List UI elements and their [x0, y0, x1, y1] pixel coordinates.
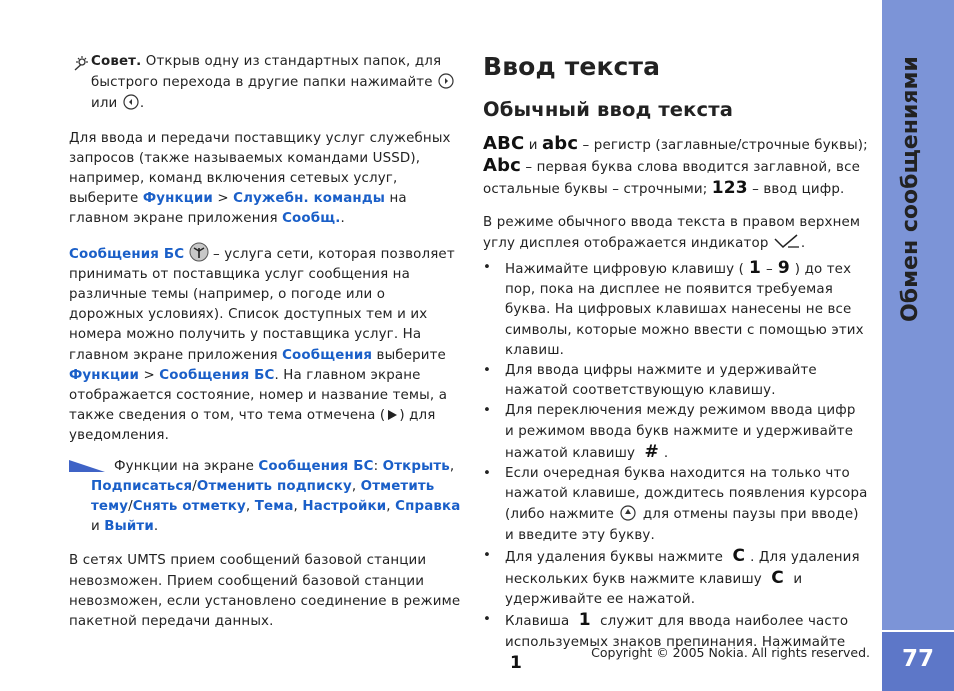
unsubscribe-option: Отменить подписку [196, 478, 352, 494]
bullet-text: Для удаления буквы нажмите [505, 549, 728, 565]
cb-text-2: выберите [372, 347, 446, 363]
ussd-paragraph [69, 129, 461, 230]
cb-sep: > [139, 367, 160, 383]
bullet-text: Нажимайте цифровую клавишу ( [505, 262, 744, 278]
section-heading: Ввод текста [483, 52, 661, 81]
comma: , [351, 478, 361, 494]
mode-title-case: Abc [483, 155, 521, 177]
ussd-text-3: . [340, 211, 345, 227]
tip-text-2: или [91, 96, 122, 112]
chapter-title: Обмен сообщениями [898, 56, 923, 322]
and-text: и [91, 519, 105, 535]
mode-numeric: 123 [711, 178, 748, 199]
comma: , [386, 499, 396, 515]
ussd-text-2: на главном экране приложения [69, 191, 407, 227]
tip-label: Совет. [91, 54, 142, 69]
tip-paragraph [69, 52, 461, 115]
list-item [483, 401, 868, 464]
comma: , [449, 458, 455, 474]
bullet-text: служит для ввода наиболее часто используемых знаков препинания. Нажимайте [505, 614, 849, 650]
mode-upper: ABC [483, 133, 525, 154]
note-paragraph [69, 457, 461, 538]
cb-text-3: . На главном экране отображается состояние, номер и название темы, а также сведения о том, что тема отмечена ( [69, 367, 448, 424]
list-item [483, 464, 868, 546]
umts-paragraph: В сетях UMTS прием сообщений базовой станции невозможен. Прием сообщений базовой станции невозможен, если установлено соединение в режиме пакетной передачи данных. [69, 553, 461, 630]
mark-topic-option: Отметить тему [91, 478, 435, 515]
cell-broadcast-title: Сообщения БС [69, 246, 185, 262]
open-option: Открыть [382, 458, 450, 474]
page-number-box [882, 630, 954, 691]
service-commands-link: Служебн. команды [233, 191, 386, 207]
bullet-text: ) до тех пор, пока на дисплее не появится требуемая буква. На цифровых клавишах нанесены не все символы, которые можно ввести с помощью этих клавиш. [505, 262, 864, 358]
key-9: 9 [777, 258, 790, 279]
dash: – [765, 262, 773, 278]
indicator-paragraph [483, 213, 868, 254]
bullet-text: Если очередная буква находится на только что нажатой клавише, дождитесь появления курсора (либо нажмите [505, 466, 868, 523]
note-text: Функции на экране [114, 458, 259, 474]
bullet-text: Для переключения между режимом ввода цифр и режимом ввода букв нажмите и удерживайте нажатой клавишу [505, 403, 856, 461]
tip-icon [71, 55, 91, 71]
topic-option: Тема [254, 499, 294, 515]
help-option: Справка [395, 499, 461, 515]
comma: , [245, 499, 255, 515]
input-modes-paragraph [483, 134, 868, 201]
key-clear: C [771, 568, 784, 589]
comma: , [293, 499, 303, 515]
ussd-text-1: Для ввода и передачи поставщику услуг служебных запросов (также называемых командами USSD), например, команд включения сетевых услуг, выберите [69, 130, 451, 207]
exit-option: Выйти [104, 519, 154, 535]
page-number: 77 [901, 646, 934, 672]
mode-lower: abc [541, 133, 579, 154]
cb-text-4: ) для уведомления. [69, 408, 436, 444]
key-clear: C [732, 545, 746, 566]
indicator-end: . [800, 235, 806, 251]
bullet-text: . Для удаления нескольких букв нажмите клавишу [505, 549, 860, 588]
cell-broadcast-link: Сообщения БС [159, 367, 275, 383]
copyright-text: Copyright © 2005 Nokia. All rights reserved. [591, 645, 870, 660]
key-1: 1 [748, 258, 761, 279]
bullet-text: для отмены паузы при вводе) и введите эту букву. [505, 507, 859, 543]
unmark-option: Снять отметку [132, 499, 246, 515]
note-pointer-icon [69, 460, 105, 472]
cell-broadcast-paragraph [69, 242, 461, 447]
slash: / [128, 499, 133, 515]
tip-text-1: Открыв одну из стандартных папок, для быстрого перехода в другие папки нажимайте [91, 54, 442, 91]
list-item [483, 546, 868, 611]
modes-text-3: – ввод цифр. [747, 182, 845, 198]
subsection-heading: Обычный ввод текста [483, 98, 734, 121]
modes-text-1: – регистр (заглавные/строчные буквы); [578, 138, 868, 153]
instructions-list [483, 258, 868, 675]
tip-text-3: . [139, 96, 145, 112]
and-text: и [524, 138, 542, 153]
right-column [483, 52, 868, 675]
list-item [483, 258, 868, 361]
list-item [483, 361, 868, 401]
list-item [483, 610, 868, 675]
key-1: 1 [510, 652, 522, 673]
bullet-text: и удерживайте ее нажатой. [505, 572, 803, 608]
cb-text-1: – услуга сети, которая позволяет принимать от поставщика услуг сообщения на различные темы (например, о погоде или о дорожных условиях). Список доступных тем и их номера можно получить у поставщика услуг. На главном экране приложения [69, 246, 455, 363]
pen-indicator-icon [773, 233, 801, 251]
functions-link: Функции [69, 367, 140, 383]
key-hash: # [644, 441, 659, 462]
modes-text-2: – первая буква слова вводится заглавной, все остальные буквы – строчными; [483, 160, 860, 198]
ussd-sep: > [212, 191, 234, 207]
joystick-right-icon [437, 72, 455, 90]
messages-link: Сообщения [282, 347, 373, 363]
slash: / [192, 478, 197, 494]
bullet-text: Клавиша [505, 614, 574, 630]
period: . [153, 519, 159, 535]
subscribe-option: Подписаться [91, 478, 193, 494]
left-column [69, 52, 461, 632]
indicator-text: В режиме обычного ввода текста в правом верхнем углу дисплея отображается индикатор [483, 214, 861, 251]
functions-menu-link: Функции [142, 191, 213, 207]
bullet-text: . [663, 445, 669, 461]
key-1: 1 [578, 610, 591, 631]
marked-topic-icon [385, 407, 399, 423]
joystick-icon [618, 504, 638, 522]
settings-option: Настройки [302, 499, 387, 515]
joystick-left-icon [122, 93, 140, 111]
messages-app-link: Сообщ. [282, 211, 341, 227]
cell-broadcast-icon [189, 242, 209, 262]
bullet-text: Для ввода цифры нажмите и удерживайте нажатой соответствующую клавишу. [505, 363, 817, 399]
note-cb-link: Сообщения БС [258, 458, 374, 474]
note-colon: : [373, 458, 383, 474]
